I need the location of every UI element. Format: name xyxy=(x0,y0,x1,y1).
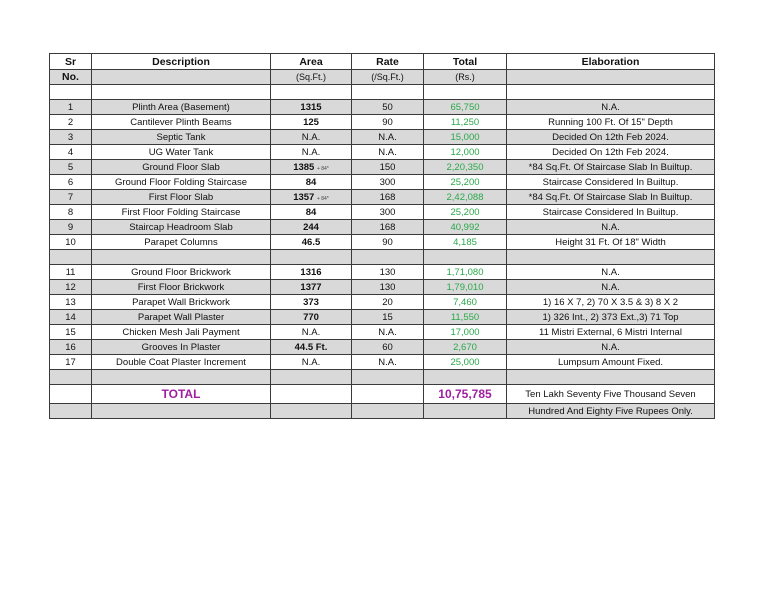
empty-cell xyxy=(271,385,352,404)
total-cell: 25,000 xyxy=(424,355,507,370)
table-row xyxy=(50,325,715,340)
empty-cell xyxy=(352,370,424,385)
spacer-row xyxy=(50,370,715,385)
sr-cell: 1 xyxy=(50,100,92,115)
sr-cell: 4 xyxy=(50,145,92,160)
table-row xyxy=(50,145,715,160)
area-value: 125 xyxy=(303,116,319,128)
table-row xyxy=(50,355,715,370)
sr-cell: 2 xyxy=(50,115,92,130)
table-row xyxy=(50,130,715,145)
description-cell: Parapet Wall Brickwork xyxy=(92,295,271,310)
area-cell xyxy=(271,295,352,310)
empty-cell xyxy=(507,370,715,385)
total-cell: 2,670 xyxy=(424,340,507,355)
rate-cell: N.A. xyxy=(352,130,424,145)
rate-cell: 300 xyxy=(352,205,424,220)
area-cell xyxy=(271,340,352,355)
description-cell: Parapet Wall Plaster xyxy=(92,310,271,325)
elaboration-cell: Decided On 12th Feb 2024. xyxy=(507,130,715,145)
area-value: N.A. xyxy=(301,131,321,143)
elaboration-cell: Staircase Considered In Builtup. xyxy=(507,205,715,220)
area-cell xyxy=(271,310,352,325)
area-value: 1316 xyxy=(300,266,322,278)
sr-cell: 10 xyxy=(50,235,92,250)
area-value: 373 xyxy=(303,296,319,308)
area-value: 244 xyxy=(303,221,319,233)
empty-cell xyxy=(271,250,352,265)
sr-cell: 13 xyxy=(50,295,92,310)
empty-cell xyxy=(352,385,424,404)
rate-cell: 60 xyxy=(352,340,424,355)
sr-cell: 16 xyxy=(50,340,92,355)
empty-cell xyxy=(50,250,92,265)
description-cell: Cantilever Plinth Beams xyxy=(92,115,271,130)
elaboration-cell: N.A. xyxy=(507,280,715,295)
total-cell: 7,460 xyxy=(424,295,507,310)
rate-cell: 150 xyxy=(352,160,424,175)
sr-cell: 6 xyxy=(50,175,92,190)
description-cell: Ground Floor Brickwork xyxy=(92,265,271,280)
empty-cell xyxy=(424,85,507,100)
elaboration-cell: N.A. xyxy=(507,100,715,115)
total-cell: 25,200 xyxy=(424,175,507,190)
rate-cell: 130 xyxy=(352,280,424,295)
elaboration-cell: Running 100 Ft. Of 15" Depth xyxy=(507,115,715,130)
area-cell xyxy=(271,115,352,130)
rate-cell: 90 xyxy=(352,235,424,250)
total-cell: 17,000 xyxy=(424,325,507,340)
table-row xyxy=(50,190,715,205)
area-value: N.A. xyxy=(301,146,321,158)
sr-cell: 9 xyxy=(50,220,92,235)
area-cell xyxy=(271,280,352,295)
subheader-rate: (/Sq.Ft.) xyxy=(352,70,424,85)
area-cell xyxy=(271,145,352,160)
sr-cell: 8 xyxy=(50,205,92,220)
empty-cell xyxy=(424,250,507,265)
empty-cell xyxy=(424,404,507,419)
elaboration-cell: N.A. xyxy=(507,340,715,355)
spacer-row xyxy=(50,85,715,100)
table-row xyxy=(50,220,715,235)
area-cell xyxy=(271,235,352,250)
total-cell: 11,550 xyxy=(424,310,507,325)
elaboration-cell: 1) 16 X 7, 2) 70 X 3.5 & 3) 8 X 2 xyxy=(507,295,715,310)
grand-total-value: 10,75,785 xyxy=(424,385,507,404)
header-total: Total xyxy=(424,54,507,70)
area-value: 84 xyxy=(305,176,317,188)
total-cell: 1,71,080 xyxy=(424,265,507,280)
area-note: + 84* xyxy=(316,165,329,172)
elaboration-cell: N.A. xyxy=(507,220,715,235)
area-value: 1357 xyxy=(293,191,315,203)
description-cell: Grooves In Plaster xyxy=(92,340,271,355)
area-value: 46.5 xyxy=(301,236,321,248)
sr-cell: 5 xyxy=(50,160,92,175)
sr-cell: 12 xyxy=(50,280,92,295)
rate-cell: N.A. xyxy=(352,355,424,370)
table-row xyxy=(50,160,715,175)
empty-cell xyxy=(507,250,715,265)
empty-cell xyxy=(352,404,424,419)
elaboration-cell: Decided On 12th Feb 2024. xyxy=(507,145,715,160)
sr-cell: 17 xyxy=(50,355,92,370)
rate-cell: 15 xyxy=(352,310,424,325)
total-cell: 15,000 xyxy=(424,130,507,145)
area-value: 44.5 Ft. xyxy=(294,341,328,353)
table-row xyxy=(50,235,715,250)
rate-cell: 300 xyxy=(352,175,424,190)
description-cell: First Floor Brickwork xyxy=(92,280,271,295)
area-note: + 84* xyxy=(316,195,329,202)
description-cell: Plinth Area (Basement) xyxy=(92,100,271,115)
empty-cell xyxy=(507,85,715,100)
header-row xyxy=(50,54,715,70)
rate-cell: 20 xyxy=(352,295,424,310)
rate-cell: 130 xyxy=(352,265,424,280)
area-cell xyxy=(271,100,352,115)
area-cell xyxy=(271,130,352,145)
empty-cell xyxy=(50,385,92,404)
area-value: 770 xyxy=(303,311,319,323)
total-cell: 40,992 xyxy=(424,220,507,235)
area-value: N.A. xyxy=(301,356,321,368)
header-elaboration: Elaboration xyxy=(507,54,715,70)
table-row xyxy=(50,265,715,280)
empty-cell xyxy=(271,404,352,419)
sr-cell: 14 xyxy=(50,310,92,325)
rate-cell: 90 xyxy=(352,115,424,130)
area-cell xyxy=(271,355,352,370)
area-value: 1377 xyxy=(300,281,322,293)
table-row xyxy=(50,310,715,325)
empty-cell xyxy=(92,85,271,100)
table-row xyxy=(50,295,715,310)
area-cell xyxy=(271,160,352,175)
rate-cell: 50 xyxy=(352,100,424,115)
sr-cell: 11 xyxy=(50,265,92,280)
empty-cell xyxy=(50,370,92,385)
rate-cell: N.A. xyxy=(352,145,424,160)
table-row xyxy=(50,205,715,220)
area-value: N.A. xyxy=(301,326,321,338)
empty-cell xyxy=(50,85,92,100)
area-cell xyxy=(271,190,352,205)
elaboration-cell: *84 Sq.Ft. Of Staircase Slab In Builtup. xyxy=(507,190,715,205)
area-cell xyxy=(271,220,352,235)
area-value: 1315 xyxy=(300,101,322,113)
total-cell: 25,200 xyxy=(424,205,507,220)
empty-cell xyxy=(92,370,271,385)
sr-cell: 3 xyxy=(50,130,92,145)
amount-in-words-row xyxy=(50,404,715,419)
elaboration-cell: *84 Sq.Ft. Of Staircase Slab In Builtup. xyxy=(507,160,715,175)
empty-cell xyxy=(352,250,424,265)
total-cell: 4,185 xyxy=(424,235,507,250)
elaboration-cell: Lumpsum Amount Fixed. xyxy=(507,355,715,370)
area-cell xyxy=(271,265,352,280)
empty-cell xyxy=(352,85,424,100)
empty-cell xyxy=(92,404,271,419)
description-cell: First Floor Slab xyxy=(92,190,271,205)
description-cell: Ground Floor Slab xyxy=(92,160,271,175)
empty-cell xyxy=(92,250,271,265)
estimate-table xyxy=(49,53,715,419)
elaboration-cell: Height 31 Ft. Of 18" Width xyxy=(507,235,715,250)
description-cell: Double Coat Plaster Increment xyxy=(92,355,271,370)
table-row xyxy=(50,340,715,355)
empty-cell xyxy=(271,85,352,100)
rate-cell: 168 xyxy=(352,190,424,205)
description-cell: UG Water Tank xyxy=(92,145,271,160)
total-cell: 11,250 xyxy=(424,115,507,130)
rate-cell: N.A. xyxy=(352,325,424,340)
area-value: 1385 xyxy=(293,161,315,173)
amount-in-words-line2: Hundred And Eighty Five Rupees Only. xyxy=(507,404,715,419)
subheader-area: (Sq.Ft.) xyxy=(271,70,352,85)
header-area: Area xyxy=(271,54,352,70)
elaboration-cell: 1) 326 Int., 2) 373 Ext.,3) 71 Top xyxy=(507,310,715,325)
empty-cell xyxy=(271,370,352,385)
elaboration-cell: N.A. xyxy=(507,265,715,280)
description-cell: Staircap Headroom Slab xyxy=(92,220,271,235)
description-cell: Septic Tank xyxy=(92,130,271,145)
empty-cell xyxy=(50,404,92,419)
elaboration-cell: Staircase Considered In Builtup. xyxy=(507,175,715,190)
total-cell: 12,000 xyxy=(424,145,507,160)
grand-total-label: TOTAL xyxy=(92,385,271,404)
area-value: 84 xyxy=(305,206,317,218)
total-cell: 65,750 xyxy=(424,100,507,115)
total-cell: 2,42,088 xyxy=(424,190,507,205)
table-row xyxy=(50,280,715,295)
grand-total-row xyxy=(50,385,715,404)
total-cell: 2,20,350 xyxy=(424,160,507,175)
sr-cell: 15 xyxy=(50,325,92,340)
description-cell: Ground Floor Folding Staircase xyxy=(92,175,271,190)
header-description: Description xyxy=(92,54,271,70)
subheader-elaboration xyxy=(507,70,715,85)
sr-cell: 7 xyxy=(50,190,92,205)
area-cell xyxy=(271,205,352,220)
area-cell xyxy=(271,325,352,340)
table-row xyxy=(50,115,715,130)
spacer-row xyxy=(50,250,715,265)
subheader-sr: No. xyxy=(50,70,92,85)
header-rate: Rate xyxy=(352,54,424,70)
table-row xyxy=(50,175,715,190)
description-cell: Parapet Columns xyxy=(92,235,271,250)
subheader-row xyxy=(50,70,715,85)
header-sr: Sr xyxy=(50,54,92,70)
subheader-description xyxy=(92,70,271,85)
elaboration-cell: 11 Mistri External, 6 Mistri Internal xyxy=(507,325,715,340)
subheader-total: (Rs.) xyxy=(424,70,507,85)
empty-cell xyxy=(424,370,507,385)
description-cell: Chicken Mesh Jali Payment xyxy=(92,325,271,340)
amount-in-words-line1: Ten Lakh Seventy Five Thousand Seven xyxy=(507,385,715,404)
rate-cell: 168 xyxy=(352,220,424,235)
table-row xyxy=(50,100,715,115)
description-cell: First Floor Folding Staircase xyxy=(92,205,271,220)
total-cell: 1,79,010 xyxy=(424,280,507,295)
area-cell xyxy=(271,175,352,190)
